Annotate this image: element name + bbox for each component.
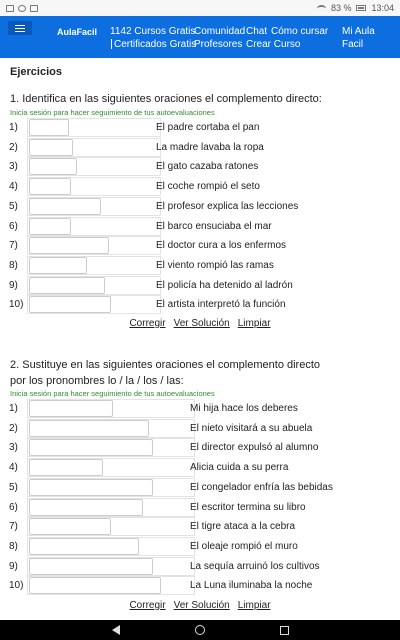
exercise-row xyxy=(9,399,371,418)
exercise-row xyxy=(9,197,371,216)
recent-apps-icon[interactable] xyxy=(280,626,289,635)
exercise-sentence: La madre lavaba la ropa xyxy=(156,141,264,153)
notification-icon xyxy=(18,5,26,12)
exercise-row xyxy=(9,118,371,137)
exercise-row xyxy=(9,157,371,176)
exercise-row xyxy=(9,177,371,196)
answer-input[interactable] xyxy=(29,400,113,417)
battery-icon xyxy=(356,5,366,11)
exercise-sentence: El escritor termina su libro xyxy=(190,501,306,513)
row-number: 4) xyxy=(9,462,18,474)
row-number: 4) xyxy=(9,181,18,193)
nav-separator xyxy=(111,39,112,49)
row-number: 6) xyxy=(9,220,18,232)
answer-input[interactable] xyxy=(29,257,87,274)
row-number: 3) xyxy=(9,161,18,173)
exercise-row xyxy=(9,295,371,314)
exercise-sentence: El artista interpretó la función xyxy=(156,299,286,311)
row-number: 8) xyxy=(9,540,18,552)
answer-input[interactable] xyxy=(29,459,103,476)
row-number: 8) xyxy=(9,259,18,271)
nav-link-crear-curso[interactable]: Crear Curso xyxy=(246,39,301,50)
row-number: 7) xyxy=(9,521,18,533)
row-number: 1) xyxy=(9,403,18,414)
exercise-1-actions xyxy=(0,318,400,329)
exercise-2-actions xyxy=(0,600,400,611)
exercise-sentence: La sequía arruinó los cultivos xyxy=(190,560,320,572)
exercise-row xyxy=(9,236,371,255)
nav-link-cursos[interactable]: 1142 Cursos Gratis xyxy=(110,26,196,37)
exercise-sentence: Alicia cuida a su perra xyxy=(190,462,289,474)
row-number: 6) xyxy=(9,501,18,513)
nav-link-mi-aula[interactable]: Mi Aula xyxy=(342,26,375,37)
answer-input[interactable] xyxy=(29,237,109,254)
exercise-1-clear-button[interactable]: Limpiar xyxy=(237,318,271,329)
section-title: Ejercicios xyxy=(10,66,62,78)
answer-input[interactable] xyxy=(29,178,71,195)
exercise-1-correct-button[interactable]: Corregir xyxy=(129,318,166,329)
row-number: 9) xyxy=(9,279,18,291)
exercise-sentence: El viento rompió las ramas xyxy=(156,259,274,271)
battery-level: 83 % xyxy=(330,3,352,13)
row-number: 2) xyxy=(9,141,18,153)
answer-input[interactable] xyxy=(29,296,111,313)
menu-line-icon xyxy=(15,28,25,29)
row-number: 7) xyxy=(9,240,18,252)
mail-icon xyxy=(6,5,14,12)
exercise-row xyxy=(9,537,371,556)
exercise-row xyxy=(9,138,371,157)
row-number: 3) xyxy=(9,442,18,454)
exercise-sentence: El profesor explica las lecciones xyxy=(156,200,299,212)
exercise-sentence: El coche rompió el seto xyxy=(156,181,260,193)
exercise-sentence: El padre cortaba el pan xyxy=(156,122,260,133)
site-logo[interactable]: AulaFacil xyxy=(57,27,98,37)
exercise-row xyxy=(9,419,371,438)
exercise-2-question: 2. Sustituye en las siguientes oraciones el complemento directo por los pronombres lo / la / los / las: xyxy=(10,359,321,387)
nav-link-comunidad[interactable]: Comunidad xyxy=(194,26,246,37)
exercise-2-correct-button[interactable]: Corregir xyxy=(129,600,166,611)
android-navigation-bar xyxy=(0,620,400,640)
exercise-row xyxy=(9,517,371,536)
answer-input[interactable] xyxy=(29,277,105,294)
exercise-2-solution-button[interactable]: Ver Solución xyxy=(173,600,230,611)
top-navbar xyxy=(0,16,400,58)
exercise-sentence: Mi hija hace los deberes xyxy=(190,403,298,414)
exercise-1-question: 1. Identifica en las siguientes oraciones el complemento directo: xyxy=(10,93,322,105)
exercise-sentence: La Luna iluminaba la noche xyxy=(190,580,313,592)
exercise-row xyxy=(9,256,371,275)
answer-input[interactable] xyxy=(29,558,153,575)
answer-input[interactable] xyxy=(29,439,153,456)
answer-input[interactable] xyxy=(29,420,149,437)
answer-input[interactable] xyxy=(29,479,153,496)
image-icon xyxy=(30,5,38,12)
answer-input[interactable] xyxy=(29,218,71,235)
exercise-2-clear-button[interactable]: Limpiar xyxy=(237,600,271,611)
exercise-1-login-note[interactable]: Inicia sesión para hacer seguimiento de tus autoevaluaciones xyxy=(10,108,215,117)
exercise-row xyxy=(9,478,371,497)
answer-input[interactable] xyxy=(29,139,73,156)
nav-link-chat[interactable]: Chat xyxy=(246,26,268,37)
row-number: 10) xyxy=(9,299,24,311)
exercise-sentence: El doctor cura a los enfermos xyxy=(156,240,287,252)
clock: 13:04 xyxy=(371,3,394,13)
nav-link-profesores[interactable]: Profesores xyxy=(194,39,243,50)
exercise-row xyxy=(9,438,371,457)
home-icon[interactable] xyxy=(195,625,205,635)
exercise-row xyxy=(9,458,371,477)
exercise-row xyxy=(9,498,371,517)
hamburger-menu-button[interactable] xyxy=(8,21,32,35)
nav-link-mi-aula-facil[interactable]: Facil xyxy=(342,39,364,50)
exercise-sentence: El director expulsó al alumno xyxy=(190,442,319,454)
exercise-sentence: El tigre ataca a la cebra xyxy=(190,521,296,533)
exercise-sentence: El oleaje rompió el muro xyxy=(190,540,298,552)
exercise-1-solution-button[interactable]: Ver Solución xyxy=(173,318,230,329)
answer-input[interactable] xyxy=(29,119,69,136)
nav-link-certificados[interactable]: Certificados Gratis xyxy=(114,39,197,50)
exercise-sentence: El congelador enfría las bebidas xyxy=(190,481,333,493)
row-number: 5) xyxy=(9,481,18,493)
answer-input[interactable] xyxy=(29,499,143,516)
status-notifications xyxy=(6,5,38,12)
exercise-row xyxy=(9,217,371,236)
answer-input[interactable] xyxy=(29,518,111,535)
menu-line-icon xyxy=(15,25,25,26)
menu-line-icon xyxy=(15,31,25,32)
exercise-row xyxy=(9,557,371,576)
exercise-sentence: El gato cazaba ratones xyxy=(156,161,259,173)
answer-input[interactable] xyxy=(29,158,77,175)
answer-input[interactable] xyxy=(29,198,101,215)
nav-link-como-cursar[interactable]: Cómo cursar xyxy=(271,26,329,37)
exercise-row xyxy=(9,576,371,595)
back-icon[interactable] xyxy=(112,625,120,635)
exercise-sentence: El policía ha detenido al ladrón xyxy=(156,279,293,291)
status-bar xyxy=(0,0,400,16)
row-number: 9) xyxy=(9,560,18,572)
exercise-row xyxy=(9,276,371,295)
row-number: 1) xyxy=(9,122,18,133)
exercise-sentence: El barco ensuciaba el mar xyxy=(156,220,272,232)
exercise-2-login-note[interactable]: Inicia sesión para hacer seguimiento de tus autoevaluaciones xyxy=(10,389,215,398)
row-number: 10) xyxy=(9,580,24,592)
exercise-sentence: El nieto visitará a su abuela xyxy=(190,422,313,434)
answer-input[interactable] xyxy=(29,538,139,555)
wifi-icon xyxy=(317,5,326,12)
row-number: 5) xyxy=(9,200,18,212)
row-number: 2) xyxy=(9,422,18,434)
status-system xyxy=(317,3,394,13)
answer-input[interactable] xyxy=(29,577,161,594)
